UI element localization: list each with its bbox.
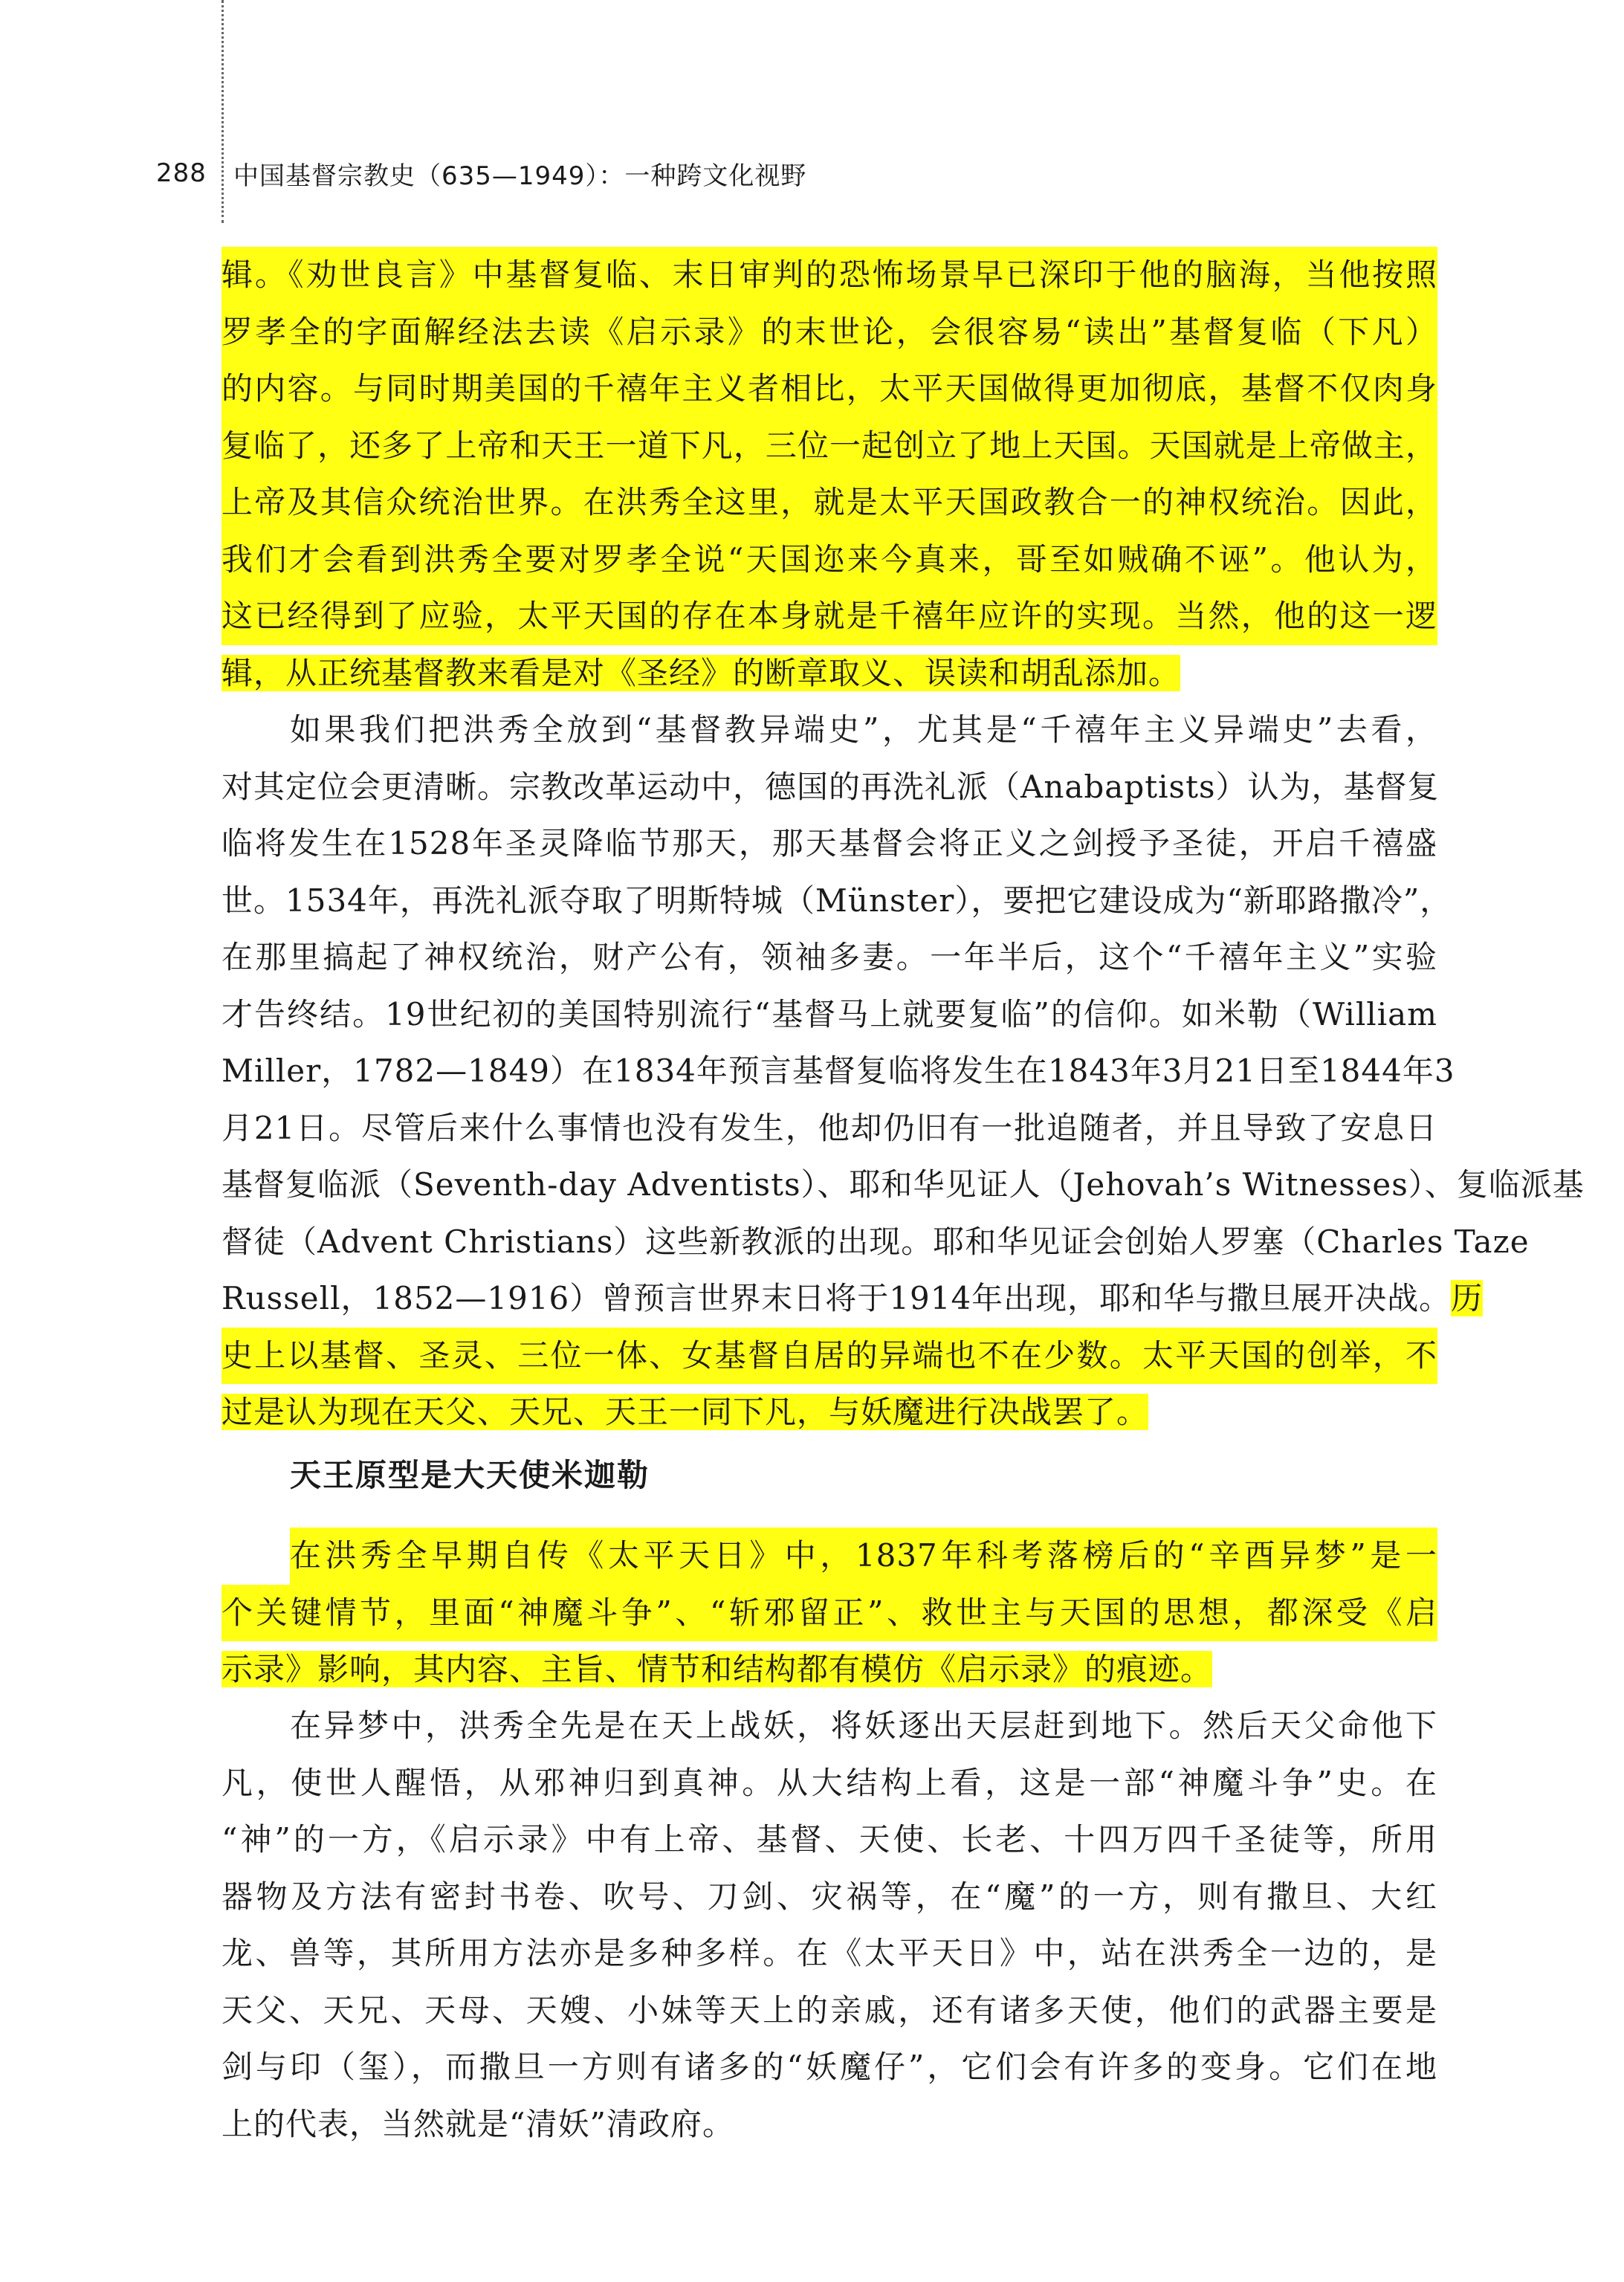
highlighted-text: 历 <box>1451 1280 1484 1316</box>
page-number: 288 <box>156 158 207 188</box>
text-line: 龙、兽等，其所用方法亦是多种多样。在《太平天日》中，站在洪秀全一边的，是 <box>221 1935 1437 1971</box>
text-line <box>221 1384 1437 1441</box>
text-line: 凡，使世人醒悟，从邪神归到真神。从大结构上看，这是一部“神魔斗争”史。在 <box>221 1764 1437 1801</box>
text-line: 上帝及其信众统治世界。在洪秀全这里，就是太平天国政教合一的神权统治。因此， <box>221 484 1437 520</box>
text-line: 在那里搞起了神权统治，财产公有，领袖多妻。一年半后，这个“千禧年主义”实验 <box>221 939 1437 975</box>
highlighted-text: 辑，从正统基督教来看是对《圣经》的断章取义、误读和胡乱添加。 <box>221 654 1181 691</box>
highlight-block-2 <box>221 1328 1437 1385</box>
paragraph-3 <box>221 1528 1437 1698</box>
highlight-block-1 <box>221 247 1437 645</box>
highlighted-text: 示录》影响，其内容、主旨、情节和结构都有模仿《启示录》的痕迹。 <box>221 1651 1213 1687</box>
text-line: 史上以基督、圣灵、三位一体、女基督自居的异端也不在少数。太平天国的创举，不 <box>221 1336 1437 1374</box>
text-line: 罗孝全的字面解经法去读《启示录》的末世论，会很容易“读出”基督复临（下凡） <box>221 313 1437 350</box>
highlighted-text: 在洪秀全早期自传《太平天日》中，1837年科考落榜后的“辛酉异梦”是一 <box>290 1528 1437 1585</box>
text-line: 我们才会看到洪秀全要对罗孝全说“天国迩来今真来，哥至如贼确不诬”。他认为， <box>221 540 1437 578</box>
text-line: 在异梦中，洪秀全先是在天上战妖，将妖逐出天层赶到地下。然后天父命他下 <box>290 1707 1437 1744</box>
paragraph-2 <box>221 702 1585 1441</box>
running-header <box>156 151 806 195</box>
text-line: Miller，1782—1849）在1834年预言基督复临将发生在1843年3月21日至1844年3 <box>221 1053 1455 1089</box>
text-line: 临将发生在1528年圣灵降临节那天，那天基督会将正义之剑授予圣徒，开启千禧盛 <box>221 825 1437 862</box>
highlight-block-3 <box>221 1585 1437 1642</box>
text-line: 月21日。尽管后来什么事情也没有发生，他却仍旧有一批追随者，并且导致了安息日 <box>221 1109 1437 1146</box>
text-line: 这已经得到了应验，太平天国的存在本身就是千禧年应许的实现。当然，他的这一逻 <box>221 598 1437 634</box>
text-line <box>221 1641 1437 1698</box>
text-line: 才告终结。19世纪初的美国特别流行“基督马上就要复临”的信仰。如米勒（William <box>221 995 1437 1032</box>
text-line: 复临了，还多了上帝和天王一道下凡，三位一起创立了地上天国。天国就是上帝做主， <box>221 427 1437 464</box>
text-line <box>221 645 1437 702</box>
text-line: 如果我们把洪秀全放到“基督教异端史”，尤其是“千禧年主义异端史”去看， <box>290 711 1437 748</box>
section-heading: 天王原型是大天使米迦勒 <box>290 1457 650 1493</box>
text-line: “神”的一方，《启示录》中有上帝、基督、天使、长老、十四万四千圣徒等，所用 <box>221 1821 1437 1858</box>
text-line: 个关键情节，里面“神魔斗争”、“斩邪留正”、救世主与天国的思想，都深受《启 <box>221 1594 1437 1631</box>
text-line: 器物及方法有密封书卷、吹号、刀剑、灾祸等，在“魔”的一方，则有撒旦、大红 <box>221 1878 1437 1915</box>
highlighted-text: 过是认为现在天父、天兄、天王一同下凡，与妖魔进行决战罢了。 <box>221 1394 1149 1430</box>
text-line: 基督复临派（Seventh-day Adventists）、耶和华见证人（Jehovah’s Witnesses）、复临派基 <box>221 1166 1585 1203</box>
paragraph-4 <box>221 1698 1437 2153</box>
text-line: 天父、天兄、天母、天嫂、小妹等天上的亲戚，还有诸多天使，他们的武器主要是 <box>221 1991 1437 2029</box>
plain-text: Russell，1852—1916）曾预言世界末日将于1914年出现，耶和华与撒旦展开决战。 <box>221 1280 1452 1316</box>
text-line: 剑与印（玺），而撒旦一方则有诸多的“妖魔仔”，它们会有许多的变身。它们在地 <box>221 2049 1437 2085</box>
text-line: 的内容。与同时期美国的千禧年主义者相比，太平天国做得更加彻底，基督不仅肉身 <box>221 370 1437 407</box>
text-line: 上的代表，当然就是“清妖”清政府。 <box>221 2105 734 2142</box>
text-line: 对其定位会更清晰。宗教改革运动中，德国的再洗礼派（Anabaptists）认为，基督复 <box>221 768 1440 805</box>
text-line: 辑。《劝世良言》中基督复临、末日审判的恐怖场景早已深印于他的脑海，当他按照 <box>221 256 1437 293</box>
text-line <box>221 1528 1437 1585</box>
paragraph-1 <box>221 247 1437 702</box>
text-line <box>221 1270 1484 1328</box>
text-line: 督徒（Advent Christians）这些新教派的出现。耶和华见证会创始人罗塞（Charles Taze <box>221 1223 1530 1260</box>
running-title: 中国基督宗教史（635—1949）：一种跨文化视野 <box>233 161 807 191</box>
text-line: 世。1534年，再洗礼派夺取了明斯特城（Münster），要把它建设成为“新耶路撒冷”， <box>221 882 1452 919</box>
